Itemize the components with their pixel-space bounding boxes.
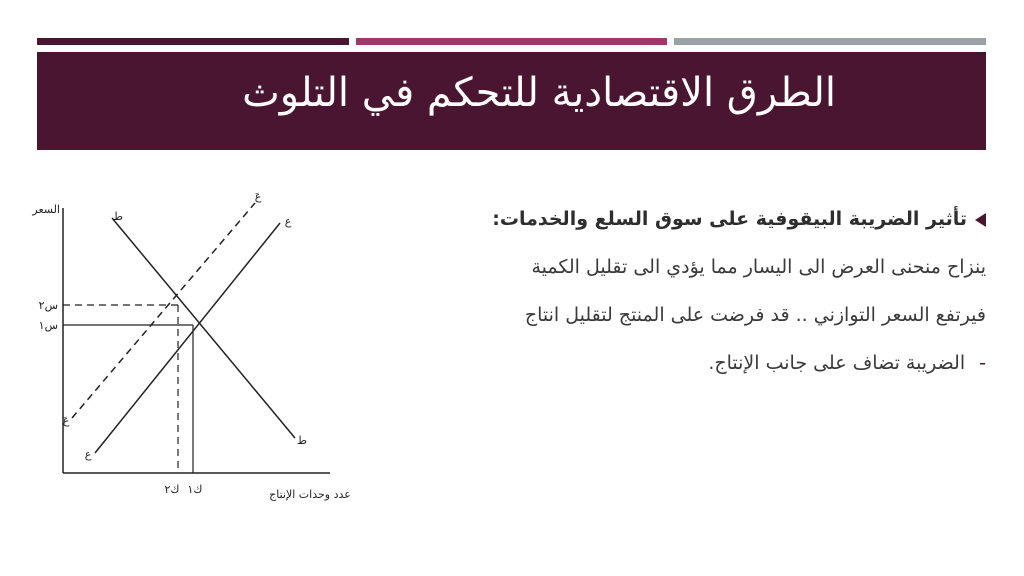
demand-label-top: ط — [112, 210, 124, 223]
quantity-label-q1: ك١ — [187, 483, 203, 496]
accent-bar-magenta — [356, 38, 667, 45]
body-line-4 — [708, 352, 986, 374]
dash-bullet: - — [979, 352, 986, 374]
shifted-supply-label-bottom: عَ — [62, 414, 70, 427]
demand-label-bottom: ط — [296, 434, 308, 447]
supply-label-top: ع — [284, 215, 292, 228]
accent-bar-dark — [37, 38, 349, 45]
slide-body — [418, 200, 986, 400]
demand-curve — [112, 218, 295, 438]
y-axis-label: السعر — [32, 203, 60, 216]
triangle-bullet-icon — [975, 213, 986, 227]
body-line-3: فيرتفع السعر التوازني .. قد فرضت على المنتج لتقليل انتاج — [524, 304, 986, 326]
shifted-supply-curve — [72, 203, 255, 418]
accent-bar-gray — [674, 38, 986, 45]
supply-label-bottom: ع — [84, 448, 92, 461]
body-line-4-text: الضريبة تضاف على جانب الإنتاج. — [708, 352, 966, 374]
price-label-p1: س١ — [38, 319, 58, 332]
supply-demand-diagram — [0, 168, 415, 523]
bullet-heading-line — [492, 208, 986, 230]
x-axis-label: عدد وحدات الإنتاج — [269, 488, 351, 501]
price-label-p2: س٢ — [38, 299, 58, 312]
slide-title: الطرق الاقتصادية للتحكم في التلوث — [242, 70, 836, 116]
title-band — [37, 52, 986, 150]
shifted-supply-label-top: عَ — [254, 190, 262, 203]
supply-curve — [95, 223, 280, 453]
body-line-2: ينزاح منحنى العرض الى اليسار مما يؤدي الى تقليل الكمية — [531, 256, 986, 278]
bullet-heading: تأثير الضريبة البيقوفية على سوق السلع والخدمات: — [492, 208, 967, 230]
quantity-label-q2: ك٢ — [164, 483, 180, 496]
